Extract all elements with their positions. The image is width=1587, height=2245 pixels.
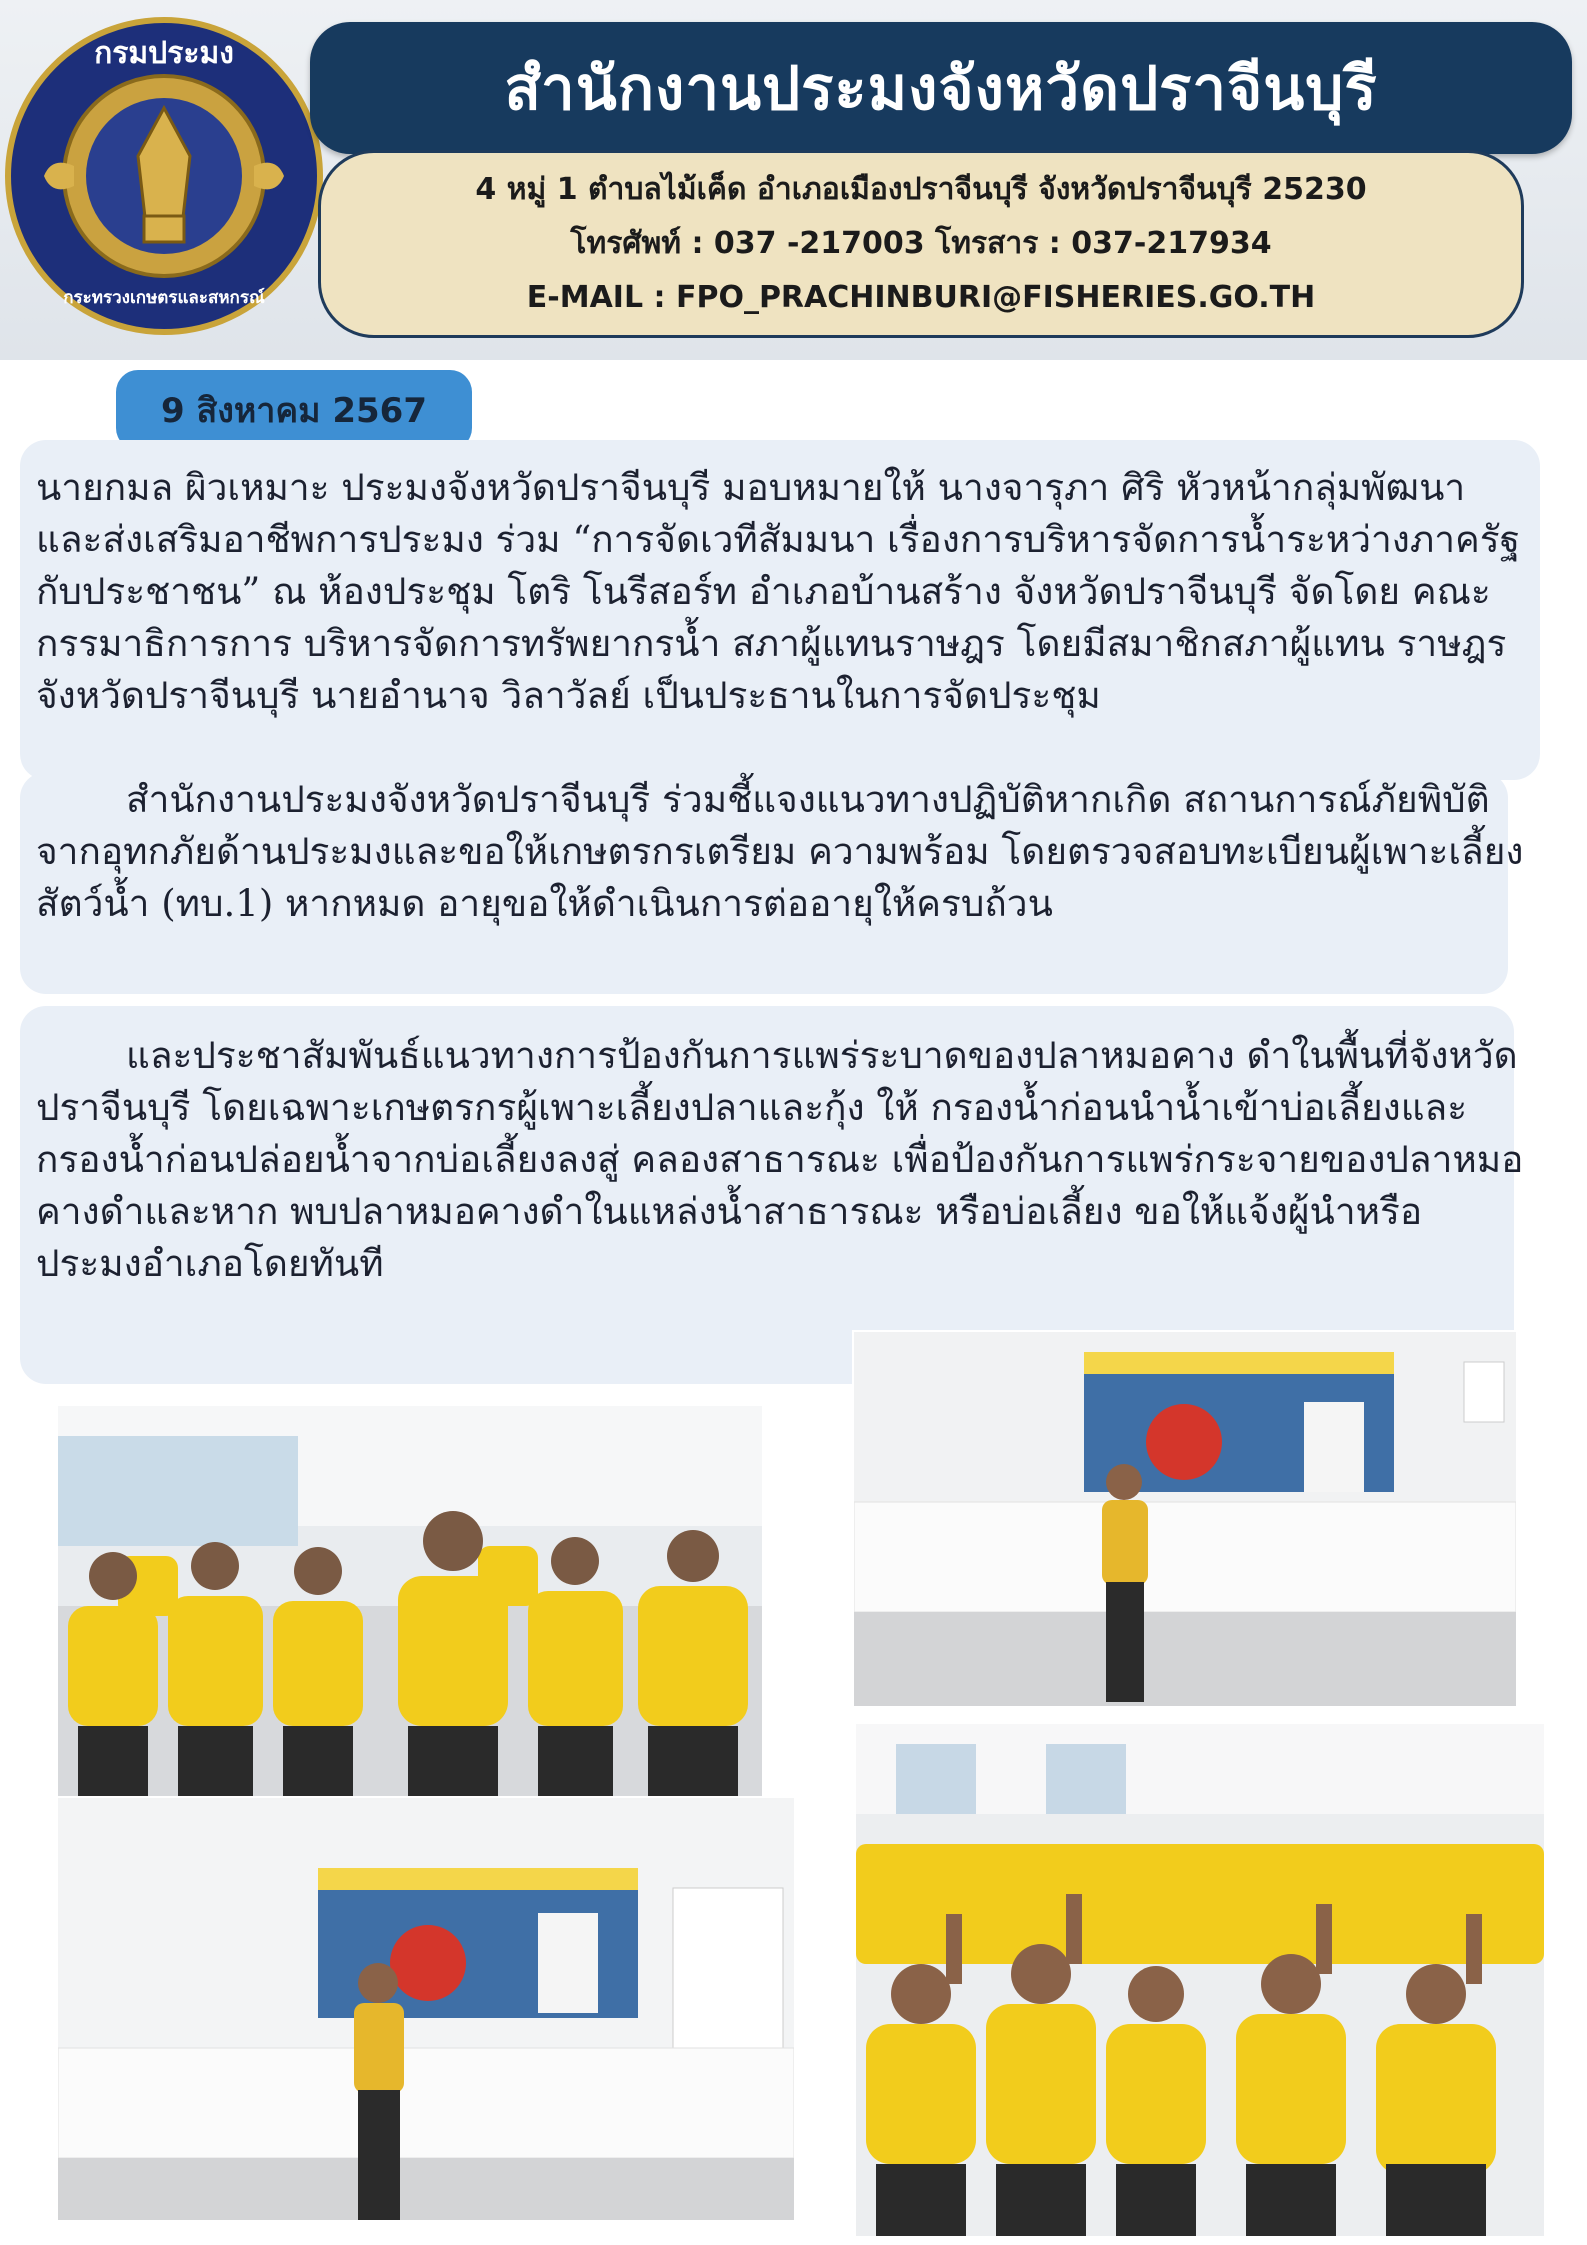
photo-speaker-2 [56, 1796, 796, 2222]
logo-top-text: กรมประมง [94, 36, 234, 71]
news-paragraph-1: นายกมล ผิวเหมาะ ประมงจังหวัดปราจีนบุรี มอบหมายให้ นางจารุภา ศิริ หัวหน้ากลุ่มพัฒนาและส่งเสริมอาชีพการประมง ร่วม “การจัดเวทีสัมมนา เรื่องการบริหารจัดการน้ำระหว่างภาครัฐกับประชาชน” ณ ห้องประชุม โตริ โนรีสอร์ท อำเภอบ้านสร้าง จังหวัดปราจีนบุรี จัดโดย คณะกรรมาธิการการ บริหารจัดการทรัพยากรน้ำ สภาผู้แทนราษฎร โดยมีสมาชิกสภาผู้แทน ราษฎรจังหวัดปราจีนบุรี นายอำนาจ วิลาวัลย์ เป็นประธานในการจัดประชุม [36, 466, 1521, 717]
address-box [318, 150, 1524, 338]
date-text: 9 สิงหาคม 2567 [161, 391, 427, 431]
photo-audience-seated [56, 1404, 764, 1800]
news-paragraph-3: และประชาสัมพันธ์แนวทางการป้องกันการแพร่ระบาดของปลาหมอคาง ดำในพื้นที่จังหวัดปราจีนบุรี โดยเฉพาะเกษตรกรผู้เพาะเลี้ยงปลาและกุ้ง ให้ กรองน้ำก่อนนำน้ำเข้าบ่อเลี้ยงและกรองน้ำก่อนปล่อยน้ำจากบ่อเลี้ยงลงสู่ คลองสาธารณะ เพื่อป้องกันการแพร่กระจายของปลาหมอคางดำและหาก พบปลาหมอคางดำในแหล่งน้ำสาธารณะ หรือบ่อเลี้ยง ขอให้แจ้งผู้นำหรือ ประมงอำเภอโดยทันที [36, 1034, 1524, 1285]
news-paragraph-2: สำนักงานประมงจังหวัดปราจีนบุรี ร่วมชี้แจงแนวทางปฏิบัติหากเกิด สถานการณ์ภัยพิบัติจากอุทกภัยด้านประมงและขอให้เกษตรกรเตรียม ความพร้อม โดยตรวจสอบทะเบียนผู้เพาะเลี้ยงสัตว์น้ำ (ทบ.1) หากหมด อายุขอให้ดำเนินการต่ออายุให้ครบถ้วน [36, 778, 1524, 925]
email-text: E-MAIL : FPO_PRACHINBURI@FISHERIES.GO.TH [526, 280, 1316, 315]
photo-speaker-1 [852, 1330, 1518, 1708]
phone-fax-text: โทรศัพท์ : 037 -217003 โทรสาร : 037-217934 [570, 226, 1272, 261]
logo-bottom-text: กระทรวงเกษตรและสหกรณ์ [63, 288, 265, 308]
address-text: 4 หมู่ 1 ตำบลไม้เค็ด อำเภอเมืองปราจีนบุรี จังหวัดปราจีนบุรี 25230 [475, 172, 1367, 207]
date-badge [116, 370, 472, 450]
photo-audience-hands [854, 1722, 1546, 2238]
page-title: สำนักงานประมงจังหวัดปราจีนบุรี [504, 53, 1378, 124]
title-bar [310, 22, 1572, 154]
